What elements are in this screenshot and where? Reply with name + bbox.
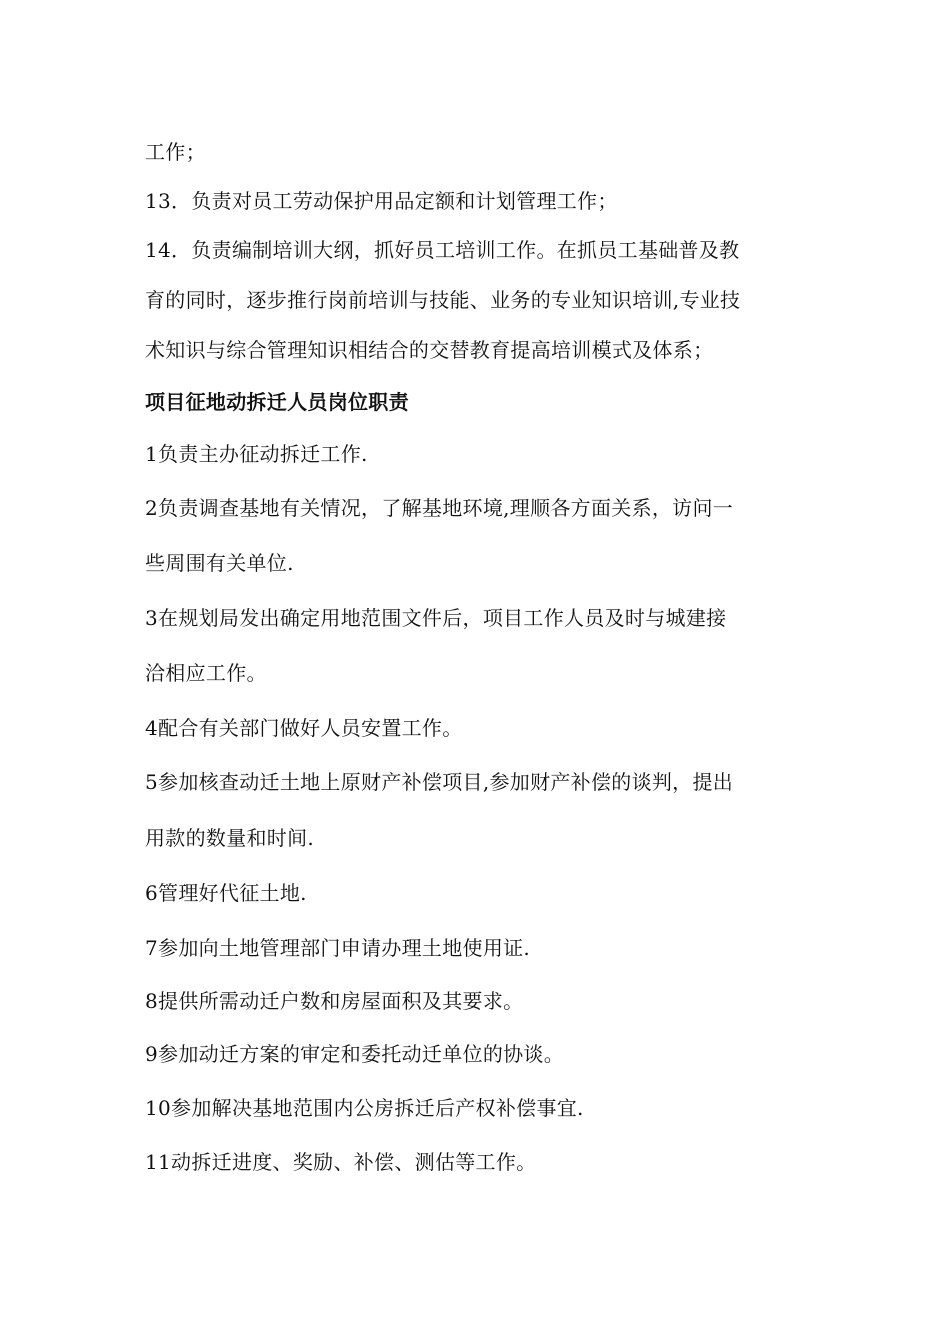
text-line: 术知识与综合管理知识相结合的交替教育提高培训模式及体系； xyxy=(145,338,714,362)
text-line: 11动拆迁进度、奖励、补偿、测估等工作。 xyxy=(145,1150,537,1174)
text-line: 13．负责对员工劳动保护用品定额和计划管理工作； xyxy=(145,189,618,213)
text-line: 2负责调查基地有关情况，了解基地环境,理顺各方面关系，访问一 xyxy=(145,496,734,520)
text-line: 8提供所需动迁户数和房屋面积及其要求。 xyxy=(145,989,524,1013)
text-line: 6管理好代征土地. xyxy=(145,881,307,905)
text-line: 14．负责编制培训大纲，抓好员工培训工作。在抓员工基础普及教 xyxy=(145,238,740,262)
text-line: 9参加动迁方案的审定和委托动迁单位的协谈。 xyxy=(145,1042,565,1066)
section-heading: 项目征地动拆迁人员岗位职责 xyxy=(145,390,409,414)
text-line: 10参加解决基地范围内公房拆迁后产权补偿事宜. xyxy=(145,1096,584,1120)
text-line: 1负责主办征动拆迁工作. xyxy=(145,442,368,466)
text-line: 育的同时，逐步推行岗前培训与技能、业务的专业知识培训,专业技 xyxy=(145,288,741,312)
text-line: 4配合有关部门做好人员安置工作。 xyxy=(145,716,463,740)
text-line: 用款的数量和时间. xyxy=(145,826,315,850)
text-line: 些周围有关单位. xyxy=(145,551,294,575)
text-line: 3在规划局发出确定用地范围文件后，项目工作人员及时与城建接 xyxy=(145,606,727,630)
text-line: 5参加核查动迁土地上原财产补偿项目,参加财产补偿的谈判，提出 xyxy=(145,770,734,794)
text-line: 洽相应工作。 xyxy=(145,661,267,685)
text-line: 工作； xyxy=(145,140,206,164)
text-line: 7参加向土地管理部门申请办理土地使用证. xyxy=(145,936,531,960)
